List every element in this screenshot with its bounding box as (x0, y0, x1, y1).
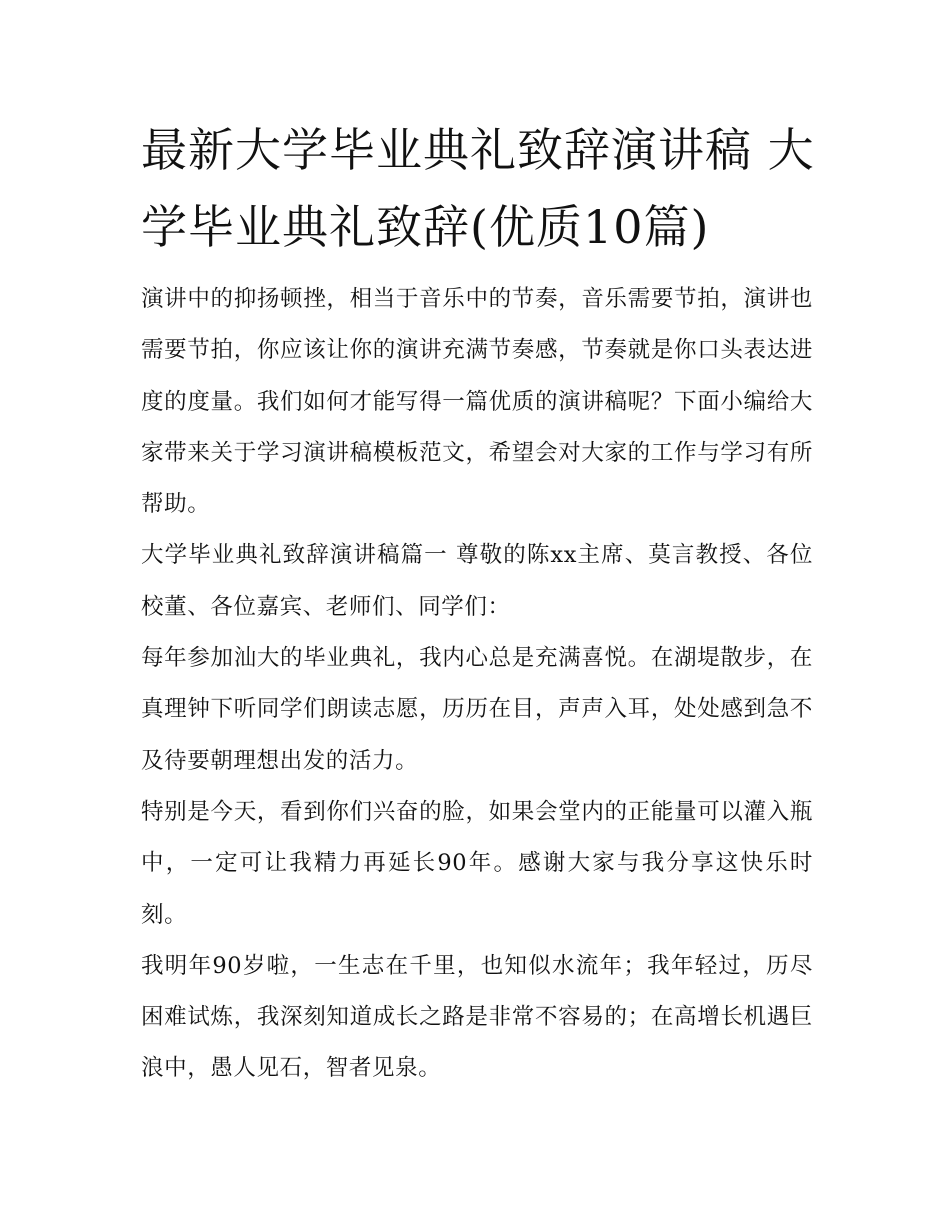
document-body (141, 274, 813, 1095)
paragraph-intro: 演讲中的抑扬顿挫，相当于音乐中的节奏，音乐需要节拍，演讲也需要节拍，你应该让你的演讲充满节奏感，节奏就是你口头表达进度的度量。我们如何才能写得一篇优质的演讲稿呢？下面小编给大家带来关于学习演讲稿模板范文，希望会对大家的工作与学习有所帮助。 (141, 286, 813, 518)
document-title: 最新大学毕业典礼致辞演讲稿 大学毕业典礼致辞(优质10篇) (141, 123, 815, 254)
paragraph-graduation-joy: 每年参加汕大的毕业典礼，我内心总是充满喜悦。在湖堤散步，在真理钟下听同学们朗读志愿，历历在目，声声入耳，处处感到急不及待要朝理想出发的活力。 (141, 645, 813, 774)
paragraph-age: 我明年90岁啦，一生志在千里，也知似水流年；我年轻过，历尽困难试炼，我深刻知道成长之路是非常不容易的；在高增长机遇巨浪中，愚人见石，智者见泉。 (141, 952, 813, 1082)
paragraph-today: 特别是今天，看到你们兴奋的脸，如果会堂内的正能量可以灌入瓶中，一定可让我精力再延长90年。感谢大家与我分享这快乐时刻。 (141, 798, 813, 928)
paragraph-salutation: 大学毕业典礼致辞演讲稿篇一 尊敬的陈xx主席、莫言教授、各位校董、各位嘉宾、老师们、同学们： (141, 542, 813, 620)
